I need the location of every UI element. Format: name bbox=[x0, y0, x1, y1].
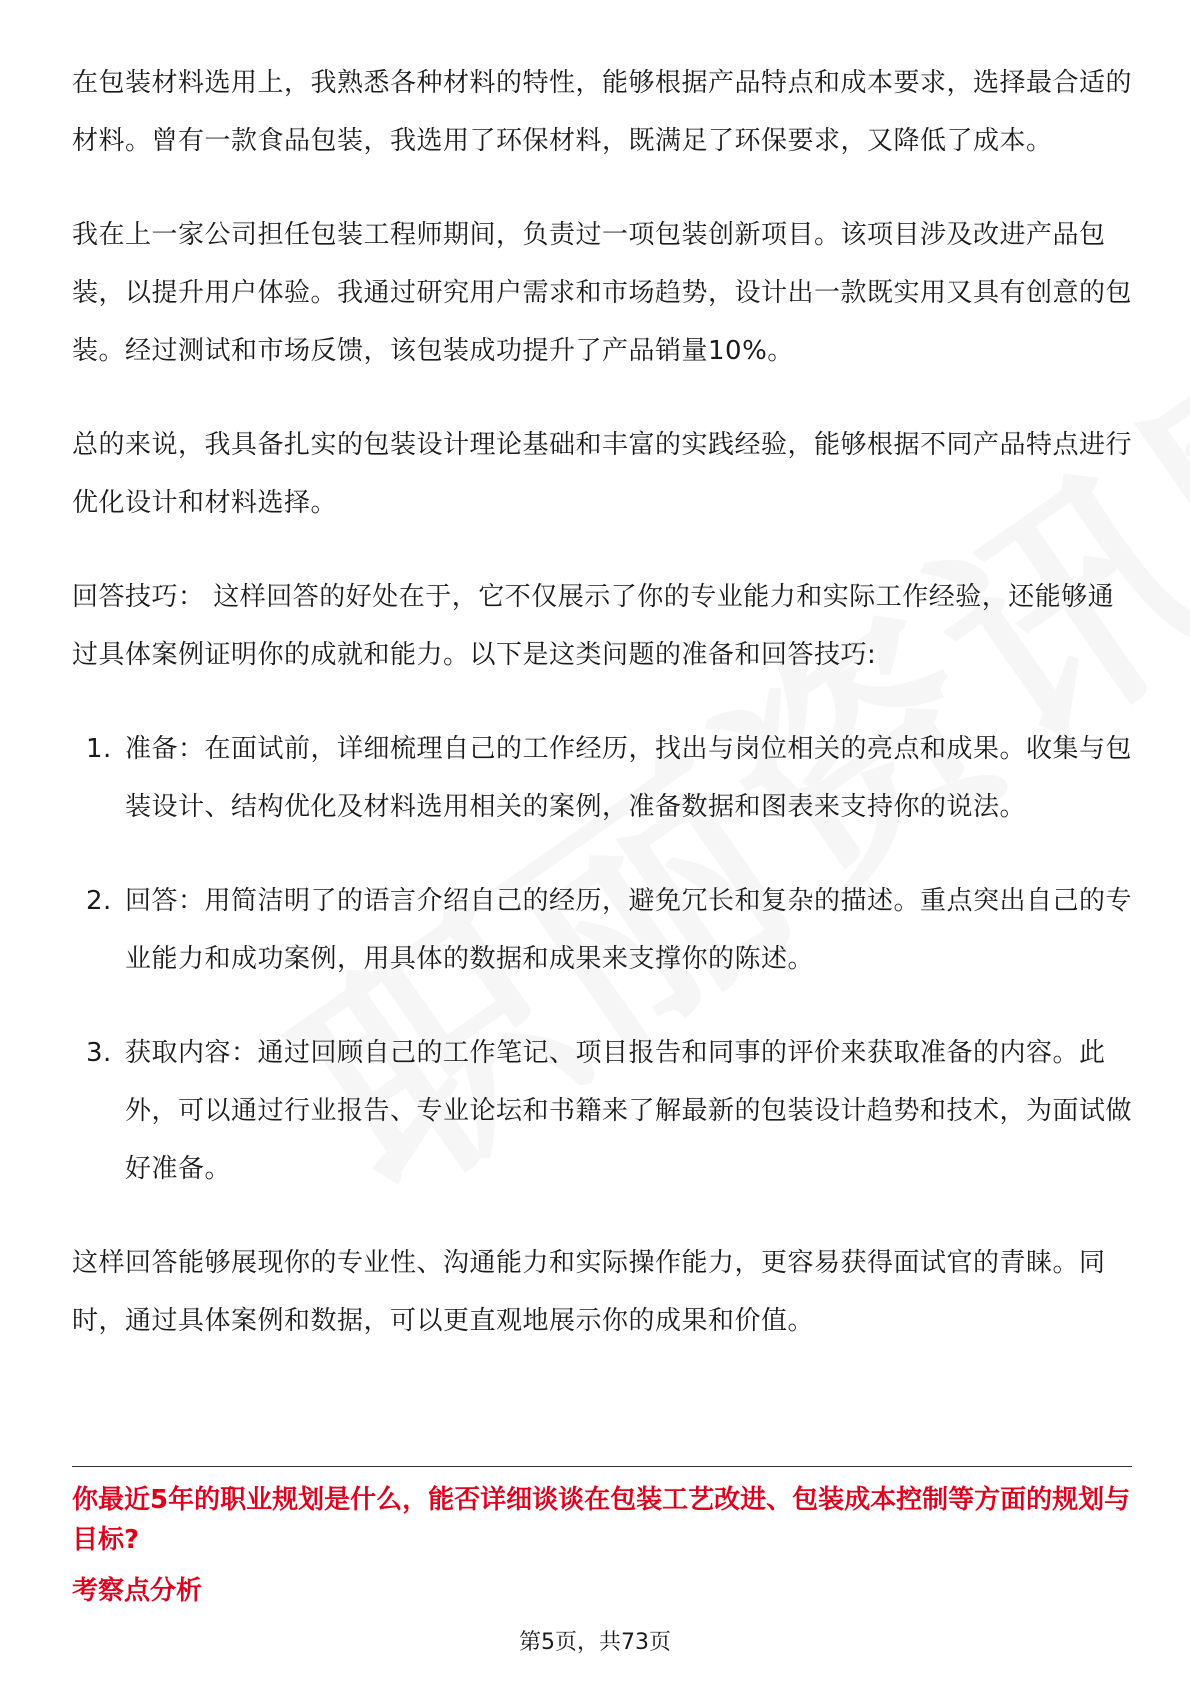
document-body bbox=[72, 54, 1132, 1386]
section-divider bbox=[72, 1466, 1132, 1467]
analysis-section-label: 考察点分析 bbox=[72, 1576, 203, 1606]
next-question-heading: 你最近5年的职业规划是什么，能否详细谈谈在包装工艺改进、包装成本控制等方面的规划与目标? bbox=[72, 1485, 1131, 1555]
list-item-number: 1. bbox=[86, 734, 112, 764]
page-footer: 第5页，共73页 bbox=[519, 1630, 671, 1655]
paragraph-answer-tips: 回答技巧： 这样回答的好处在于，它不仅展示了你的专业能力和实际工作经验，还能够通过具体案例证明你的成就和能力。以下是这类问题的准备和回答技巧: bbox=[72, 582, 1115, 670]
list-item-text: 回答：用简洁明了的语言介绍自己的经历，避免冗长和复杂的描述。重点突出自己的专业能力和成功案例，用具体的数据和成果来支撑你的陈述。 bbox=[125, 886, 1133, 974]
paragraph-project: 我在上一家公司担任包装工程师期间，负责过一项包装创新项目。该项目涉及改进产品包装，以提升用户体验。我通过研究用户需求和市场趋势，设计出一款既实用又具有创意的包装。经过测试和市场反馈，该包装成功提升了产品销量10%。 bbox=[72, 220, 1133, 366]
list-item-number: 3. bbox=[86, 1038, 112, 1068]
list-item-number: 2. bbox=[86, 886, 112, 916]
paragraph-summary: 总的来说，我具备扎实的包装设计理论基础和丰富的实践经验，能够根据不同产品特点进行优化设计和材料选择。 bbox=[72, 430, 1133, 518]
tips-list bbox=[72, 720, 1132, 1198]
list-item bbox=[72, 720, 1132, 836]
list-item bbox=[72, 1024, 1132, 1198]
list-item-text: 获取内容：通过回顾自己的工作笔记、项目报告和同事的评价来获取准备的内容。此外，可以通过行业报告、专业论坛和书籍来了解最新的包装设计趋势和技术，为面试做好准备。 bbox=[125, 1038, 1133, 1184]
list-item-text: 准备：在面试前，详细梳理自己的工作经历，找出与岗位相关的亮点和成果。收集与包装设计、结构优化及材料选用相关的案例，准备数据和图表来支持你的说法。 bbox=[125, 734, 1133, 822]
paragraph-materials: 在包装材料选用上，我熟悉各种材料的特性，能够根据产品特点和成本要求，选择最合适的材料。曾有一款食品包装，我选用了环保材料，既满足了环保要求，又降低了成本。 bbox=[72, 68, 1133, 156]
list-item bbox=[72, 872, 1132, 988]
paragraph-closing: 这样回答能够展现你的专业性、沟通能力和实际操作能力，更容易获得面试官的青睐。同时，通过具体案例和数据，可以更直观地展示你的成果和价值。 bbox=[72, 1248, 1106, 1336]
